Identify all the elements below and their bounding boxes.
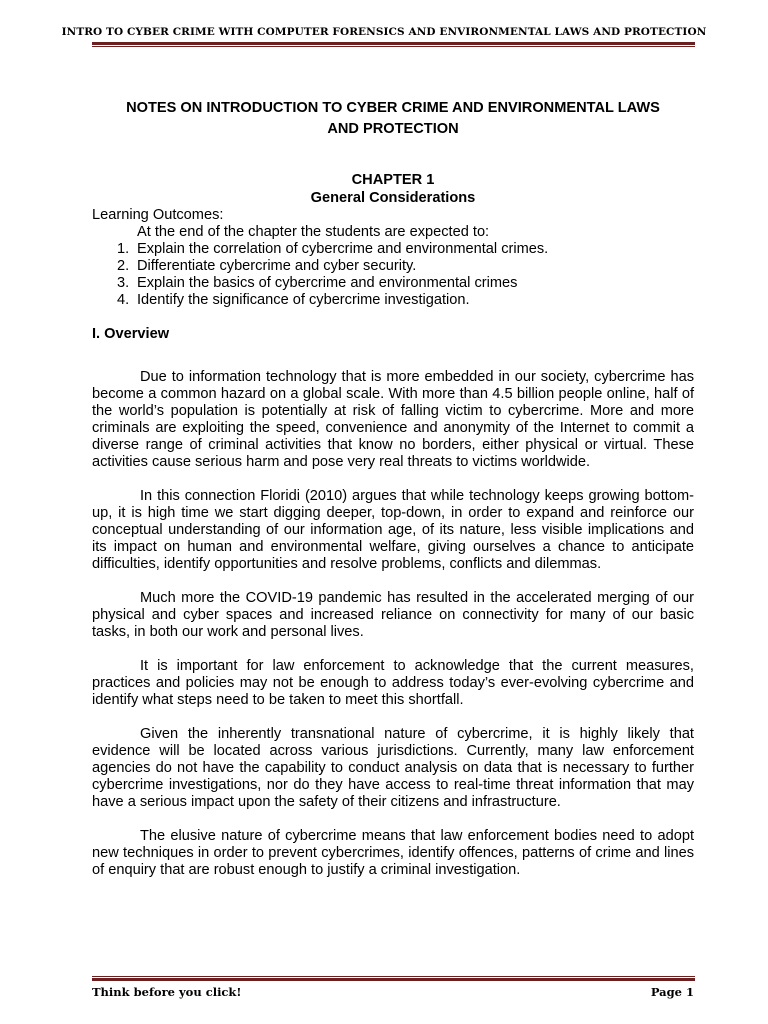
paragraph: In this connection Floridi (2010) argues that while technology keeps growing bottom-up, it is high time we start digging deeper, top-down, in order to expand and reinforce our conceptual understanding of our information age, of its nature, less visible implications and its impact on human and environmental welfare, giving ourselves a chance to anticipate difficulties, identify opportunities and resolve problems, conflicts and dilemmas. — [92, 488, 694, 572]
learning-outcomes-list — [92, 241, 694, 309]
list-number: 2. — [117, 258, 130, 274]
paragraph: It is important for law enforcement to acknowledge that the current measures, practices and policies may not be enough to address today’s ever-evolving cybercrime and identify what steps need to be taken to meet this shortfall. — [92, 658, 694, 708]
list-number: 3. — [117, 275, 130, 291]
learning-outcomes-intro: At the end of the chapter the students are expected to: — [137, 224, 490, 240]
running-header: INTRO TO CYBER CRIME WITH COMPUTER FORENSICS AND ENVIRONMENTAL LAWS AND PROTECTION — [61, 26, 707, 38]
footer-rule-thin — [92, 976, 695, 977]
learning-outcomes-heading: Learning Outcomes: — [92, 207, 224, 223]
chapter-number: CHAPTER 1 — [351, 172, 435, 188]
list-item — [92, 292, 694, 309]
list-number: 1. — [117, 241, 130, 257]
list-item — [92, 275, 694, 292]
page-number: Page 1 — [650, 985, 694, 999]
list-item — [92, 258, 694, 275]
paragraph: Due to information technology that is more embedded in our society, cybercrime has become a common hazard on a global scale. With more than 4.5 billion people online, half of the world’s population is potentially at risk of falling victim to cybercrime. More and more criminals are exploiting the speed, convenience and anonymity of the Internet to commit a diverse range of criminal activities that know no borders, either physical or virtual. These activities cause serious harm and pose very real threats to victims worldwide. — [92, 369, 694, 470]
paragraph: Given the inherently transnational nature of cybercrime, it is highly likely that evidence will be located across various jurisdictions. Currently, many law enforcement agencies do not have the capability to conduct analysis on data that is necessary to further cybercrime investigations, nor do they have access to real-time threat information that may have a serious impact upon the safety of their citizens and infrastructure. — [92, 726, 694, 810]
list-text: Explain the correlation of cybercrime and environmental crimes. — [137, 241, 549, 257]
list-text: Differentiate cybercrime and cyber security. — [137, 258, 417, 274]
list-number: 4. — [117, 292, 130, 308]
paragraph: Much more the COVID-19 pandemic has resulted in the accelerated merging of our physical and cyber spaces and increased reliance on connectivity for many of our basic tasks, in both our work and personal lives. — [92, 590, 694, 640]
chapter-title: General Considerations — [310, 190, 476, 206]
page-content — [92, 98, 694, 879]
header-rule — [92, 42, 695, 45]
paragraph: The elusive nature of cybercrime means that law enforcement bodies need to adopt new techniques in order to prevent cybercrimes, identify offences, patterns of crime and lines of enquiry that are robust enough to justify a criminal investigation. — [92, 828, 694, 878]
list-item — [92, 241, 694, 258]
section-heading: I. Overview — [92, 326, 170, 342]
document-title-line2: AND PROTECTION — [327, 121, 459, 137]
header-rule-thin — [92, 46, 695, 47]
footer-rule — [92, 978, 695, 981]
document-title-line1: NOTES ON INTRODUCTION TO CYBER CRIME AND ENVIRONMENTAL LAWS — [126, 100, 660, 116]
list-text: Explain the basics of cybercrime and environmental crimes — [137, 275, 518, 291]
document-title — [92, 98, 694, 140]
footer-slogan: Think before you click! — [92, 985, 242, 999]
chapter-heading — [92, 171, 694, 207]
list-text: Identify the significance of cybercrime investigation. — [137, 292, 470, 308]
